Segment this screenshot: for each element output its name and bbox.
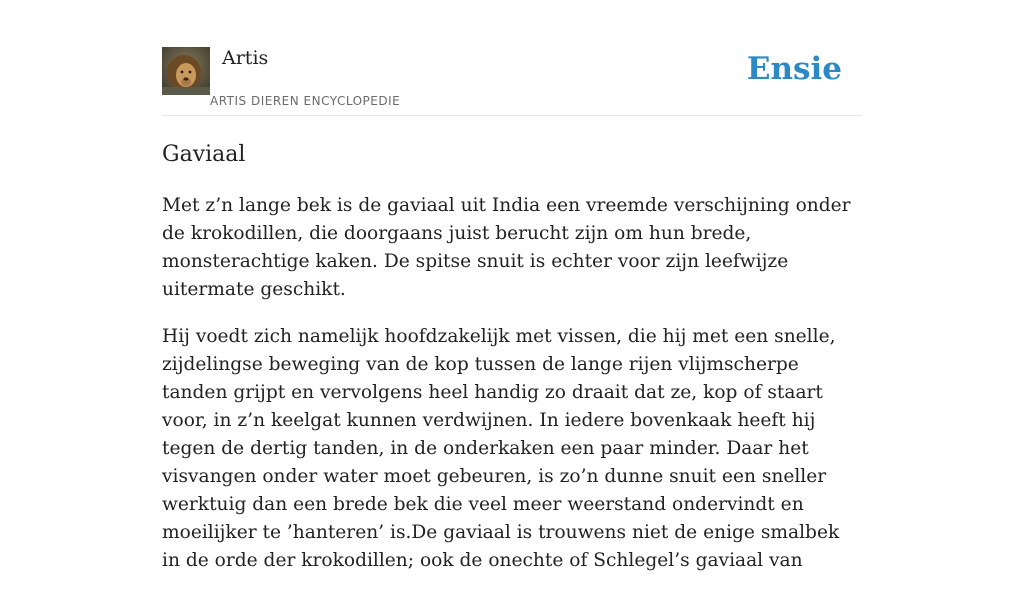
page-title: Gaviaal: [162, 142, 246, 167]
header: [162, 0, 862, 116]
brand-logo[interactable]: Ensie: [746, 51, 842, 87]
article-body: [162, 192, 862, 594]
paragraph: Hij voedt zich namelijk hoofdzakelijk met vissen, die hij met een snelle, zijdelingse beweging van de kop tussen de lange rijen vlijmscherpe tanden grijpt en vervolgens heel handig zo draait dat ze, kop of staart voor, in z’n keelgat kunnen verdwijnen. In iedere bovenkaak heeft hij tegen de dertig tanden, in de onderkaken een paar minder. Daar het visvangen onder water moet gebeuren, is zo’n dunne snuit een sneller werktuig dan een brede bek die veel meer weerstand ondervindt en moeilijker te ’hanteren’ is.De gaviaal is trouwens niet de enige smalbek in de orde der krokodillen; ook de onechte of Schlegel’s gaviaal van: [162, 326, 840, 571]
avatar[interactable]: [162, 47, 210, 95]
lion-avatar-image: [162, 47, 210, 95]
author-name[interactable]: Artis: [222, 47, 269, 69]
author-subtitle: ARTIS DIEREN ENCYCLOPEDIE: [210, 94, 401, 108]
paragraph: Met z’n lange bek is de gaviaal uit India een vreemde verschijning onder de krokodillen, die doorgaans juist berucht zijn om hun brede, monsterachtige kaken. De spitse snuit is echter voor zijn leefwijze uitermate geschikt.: [162, 195, 851, 300]
